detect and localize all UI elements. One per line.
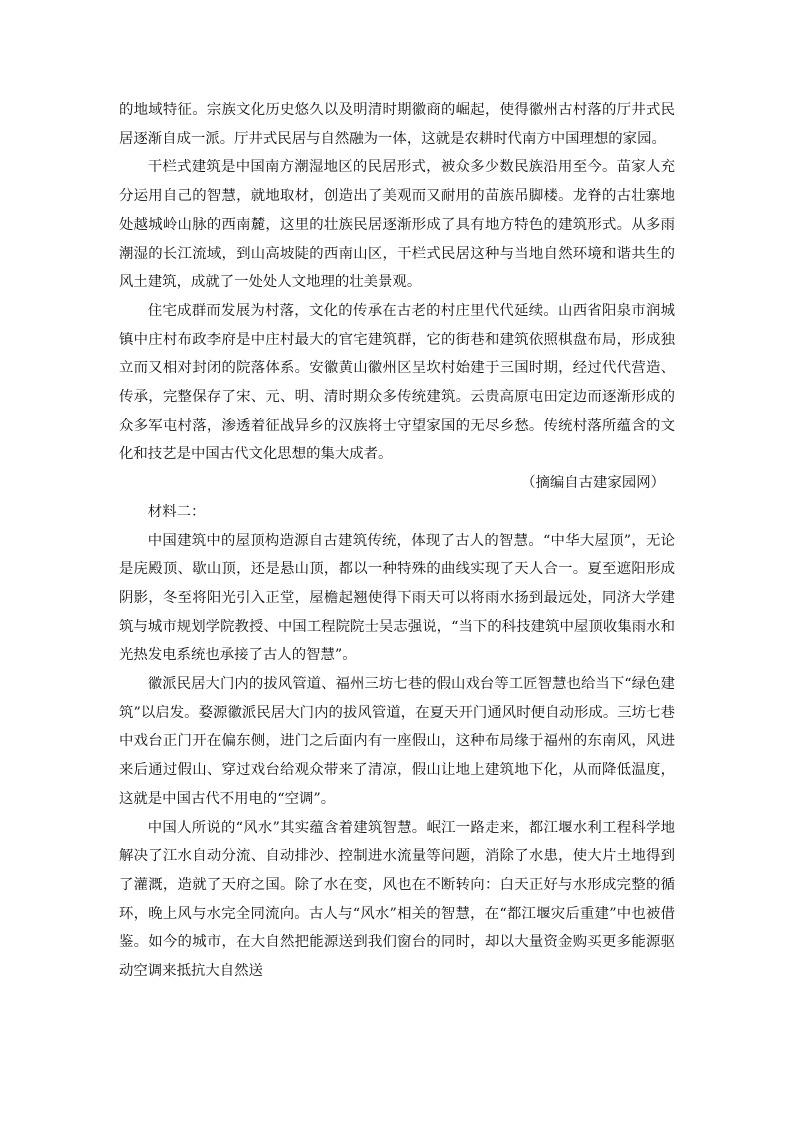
paragraph-fengshui: 中国人所说的“风水”其实蕴含着建筑智慧。岷江一路走来，都江堰水利工程科学地解决了江水自动分流、自动排沙、控制进水流量等问题，消除了水患，使大片土地得到了灌溉，造就了天府之国。除了水在变，风也在不断转向：白天正好与水形成完整的循环，晚上风与水完全同流向。古人与“风水”相关的智慧，在“都江堰灾后重建”中也被借鉴。如今的城市，在大自然把能源送到我们窗台的同时，却以大量资金购买更多能源驱动空调来抵抗大自然送 xyxy=(119,819,675,980)
paragraph-green-building: 徽派民居大门内的拔风管道、福州三坊七巷的假山戏台等工匠智慧也给当下“绿色建筑”以启发。婺源徽派民居大门内的拔风管道，在夏天开门通风时便自动形成。三坊七巷中戏台正门开在偏东侧，进门之后面内有一座假山，这种布局缘于福州的东南风，风进来后通过假山、穿过戏台给观众带来了清凉，假山让地上建筑地下化，从而降低温度，这就是中国古代不用电的“空调”。 xyxy=(119,676,675,807)
paragraph-continuation: 的地域特征。宗族文化历史悠久以及明清时期徽商的崛起，使得徽州古村落的厅井式民居逐渐自成一派。厅井式民居与自然融为一体，这就是农耕时代南方中国理想的家园。 xyxy=(119,102,675,147)
paragraph-village-culture: 住宅成群而发展为村落，文化的传承在古老的村庄里代代延续。山西省阳泉市润城镇中庄村布政李府是中庄村最大的官宅建筑群，它的街巷和建筑依照棋盘布局，形成独立而又相对封闭的院落体系。安徽黄山徽州区呈坎村始建于三国时期，经过代代营造、传承，完整保存了宋、元、明、清时期众多传统建筑。云贵高原屯田定边而逐渐形成的众多军屯村落，渗透着征战异乡的汉族将士守望家国的无尽乡愁。传统村落所蕴含的文化和技艺是中国古代文化思想的集大成者。 xyxy=(119,302,675,463)
source-citation: （摘编自古建家园网） xyxy=(521,475,665,492)
material-two-heading: 材料二： xyxy=(147,503,206,520)
paragraph-ganlan-architecture: 干栏式建筑是中国南方潮湿地区的民居形式，被众多少数民族沿用至今。苗家人充分运用自己的智慧，就地取材，创造出了美观而又耐用的苗族吊脚楼。龙脊的古壮寨地处越城岭山脉的西南麓，这里的壮族民居逐渐形成了具有地方特色的建筑形式。从多雨潮湿的长江流域，到山高坡陡的西南山区，干栏式民居这种与当地自然环境和谐共生的风土建筑，成就了一处处人文地理的壮美景观。 xyxy=(119,159,675,291)
paragraph-roof-wisdom: 中国建筑中的屋顶构造源自古建筑传统，体现了古人的智慧。“中华大屋顶”，无论是庑殿顶、歇山顶，还是悬山顶，都以一种特殊的曲线实现了天人合一。夏至遮阳形成阴影，冬至将阳光引入正堂，屋檐起翘使得下雨天可以将雨水扬到最远处，同济大学建筑与城市规划学院教授、中国工程院院士吴志强说，“当下的科技建筑中屋顶收集雨水和光热发电系统也承接了古人的智慧”。 xyxy=(119,532,675,664)
document-page xyxy=(119,96,675,986)
